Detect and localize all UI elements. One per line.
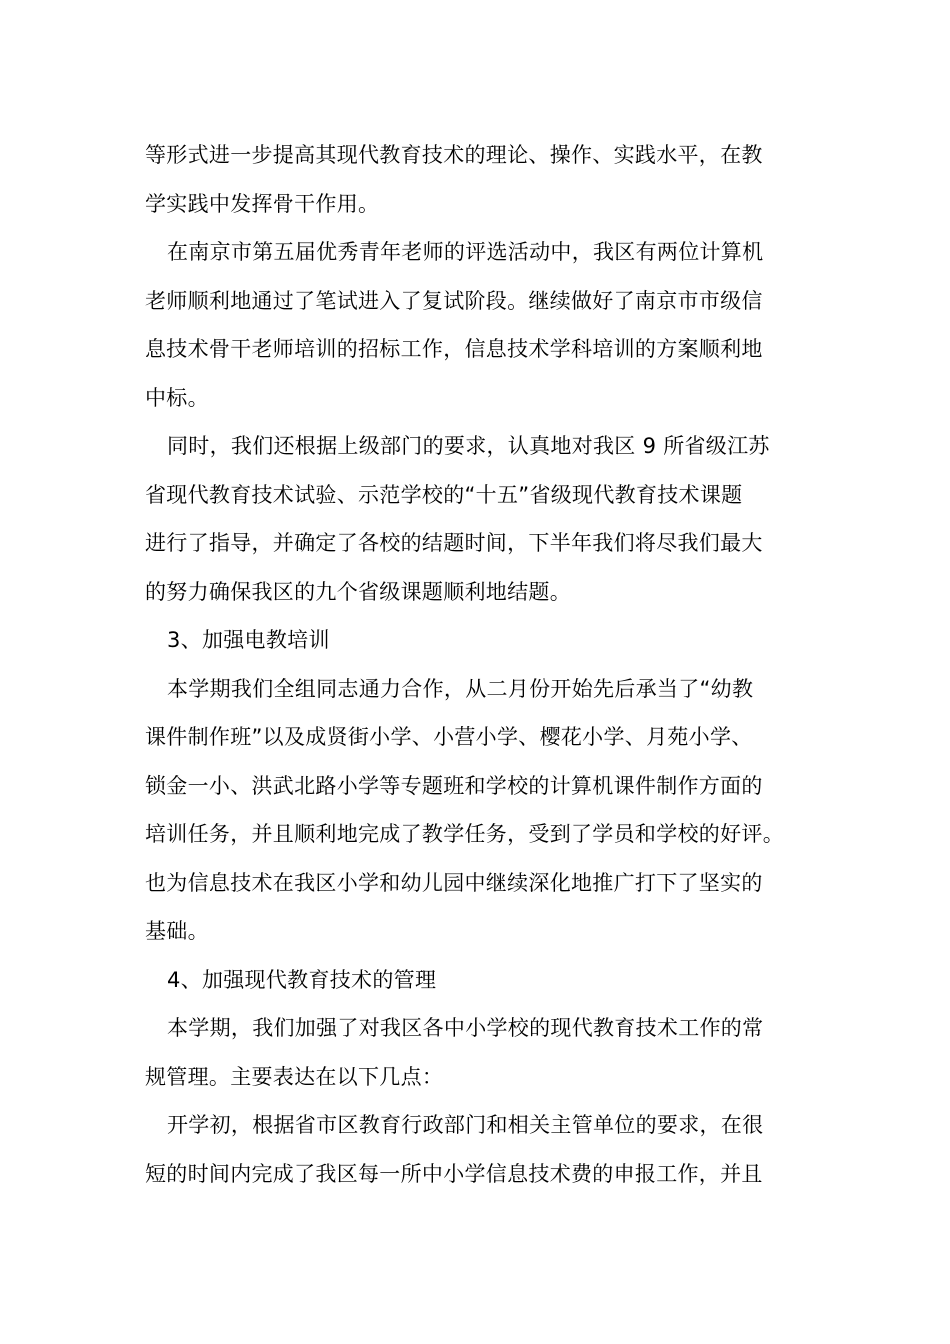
text-line: 息技术骨干老师培训的招标工作，信息技术学科培训的方案顺利地 xyxy=(145,337,763,361)
document-body xyxy=(145,131,825,1198)
text-line: 规管理。主要表达在以下几点： xyxy=(145,1064,444,1089)
text-line: 等形式进一步提高其现代教育技术的理论、操作、实践水平，在教 xyxy=(145,143,763,167)
text-line: 基础。 xyxy=(145,919,209,943)
text-line: 也为信息技术在我区小学和幼儿园中继续深化地推广打下了坚实的 xyxy=(145,870,763,895)
text-line: 短的时间内完成了我区每一所中小学信息技术费的申报工作，并且 xyxy=(145,1161,763,1186)
text-line: 锁金一小、洪武北路小学等专题班和学校的计算机课件制作方面的 xyxy=(145,773,763,798)
text-line: 课件制作班”以及成贤街小学、小营小学、樱花小学、月苑小学、 xyxy=(145,725,753,749)
text-line: 3、加强电教培训 xyxy=(167,628,330,652)
text-line: 同时，我们还根据上级部门的要求，认真地对我区 9 所省级江苏 xyxy=(167,434,770,458)
text-line: 中标。 xyxy=(145,385,209,410)
text-line: 老师顺利地通过了笔试进入了复试阶段。继续做好了南京市市级信 xyxy=(145,288,763,313)
text-line: 学实践中发挥骨干作用。 xyxy=(145,191,380,216)
text-line: 本学期我们全组同志通力合作，从二月份开始先后承当了“幼教 xyxy=(167,676,754,701)
text-line: 在南京市第五届优秀青年老师的评选活动中，我区有两位计算机 xyxy=(167,240,764,264)
text-line: 开学初，根据省市区教育行政部门和相关主管单位的要求，在很 xyxy=(167,1113,764,1137)
text-line: 进行了指导，并确定了各校的结题时间，下半年我们将尽我们最大 xyxy=(145,531,763,555)
text-line: 的努力确保我区的九个省级课题顺利地结题。 xyxy=(145,579,571,604)
text-line: 4、加强现代教育技术的管理 xyxy=(167,967,437,992)
text-line: 本学期，我们加强了对我区各中小学校的现代教育技术工作的常 xyxy=(167,1016,764,1040)
text-line: 省现代教育技术试验、示范学校的“十五”省级现代教育技术课题 xyxy=(145,482,743,507)
text-line: 培训任务，并且顺利地完成了教学任务，受到了学员和学校的好评。 xyxy=(145,822,784,846)
